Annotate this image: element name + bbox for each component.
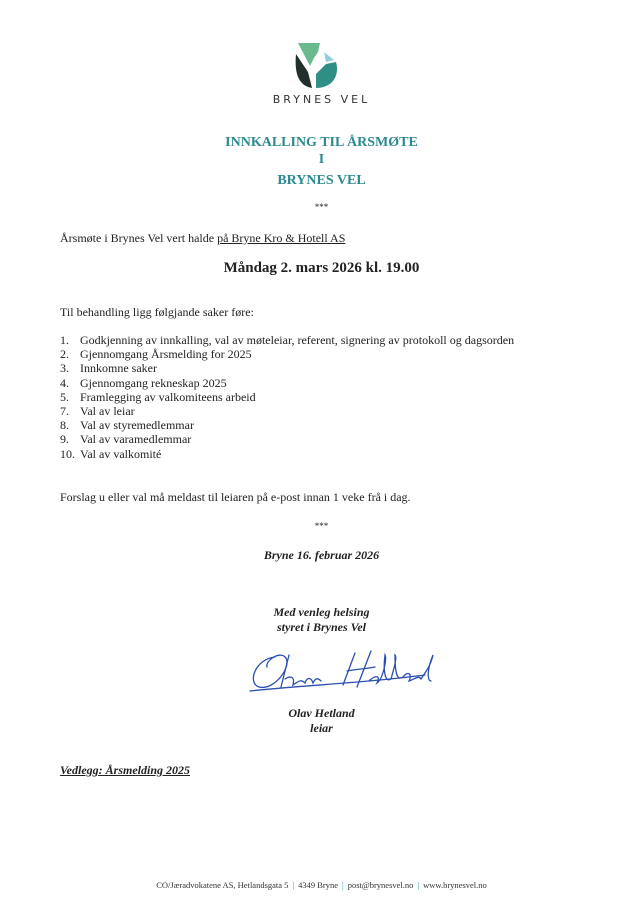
agenda-item-number: 4. <box>60 375 69 390</box>
place-date: Bryne 16. februar 2026 <box>263 548 380 562</box>
agenda-item <box>60 333 514 347</box>
agenda-item-text: Val av varamedlemmar <box>80 432 192 447</box>
signature-image <box>245 645 440 700</box>
signatory-role: leiar <box>310 721 333 735</box>
agenda-list <box>60 333 514 461</box>
logo-text: BRYNES VEL <box>272 93 371 106</box>
proposal-note: Forslag u eller val må meldast til leiaren på e-post innan 1 veke frå i dag. <box>60 490 411 504</box>
agenda-item-text: Godkjenning av innkalling, val av møteleiar, referent, signering av protokoll og dagsorden <box>80 333 515 347</box>
footer-divider: | <box>417 880 420 890</box>
agenda-intro: Til behandling ligg følgjande saker føre: <box>60 305 254 319</box>
signatory-name: Olav Hetland <box>288 706 355 720</box>
agenda-item-text: Innkomne saker <box>80 361 157 376</box>
agenda-item <box>60 361 514 375</box>
agenda-item-number: 9. <box>60 432 69 447</box>
agenda-item-text: Val av leiar <box>80 404 135 419</box>
logo <box>290 40 354 90</box>
agenda-item <box>60 418 514 432</box>
agenda-item-number: 5. <box>60 389 69 404</box>
agenda-item-number: 3. <box>60 361 69 376</box>
title-line-3: BRYNES VEL <box>277 173 366 188</box>
agenda-item-number: 7. <box>60 404 69 419</box>
footer-website[interactable]: www.brynesvel.no <box>423 880 487 890</box>
agenda-item-text: Val av styremedlemmar <box>80 418 194 433</box>
footer-divider: | <box>342 880 344 890</box>
intro-text: Årsmøte i Brynes Vel vert halde <box>60 231 218 245</box>
agenda-item <box>60 432 514 446</box>
agenda-item-number: 1. <box>60 333 69 347</box>
footer-divider: | <box>292 880 295 890</box>
logo-leaf-icon <box>290 40 354 90</box>
agenda-item <box>60 404 514 418</box>
separator-2: *** <box>314 521 329 531</box>
agenda-item-number: 8. <box>60 418 69 433</box>
title-line-1: INNKALLING TIL ÅRSMØTE <box>225 135 418 150</box>
agenda-item-number: 2. <box>60 347 69 362</box>
agenda-item-number: 10. <box>60 446 75 461</box>
attachment-link[interactable]: Vedlegg: Årsmelding 2025 <box>60 763 191 777</box>
closing-line-1: Med venleg helsing <box>273 605 370 619</box>
agenda-item-text: Framlegging av valkomiteens arbeid <box>80 389 256 404</box>
meeting-date: Måndag 2. mars 2026 kl. 19.00 <box>223 260 420 276</box>
agenda-item <box>60 390 514 404</box>
agenda-item <box>60 347 514 361</box>
agenda-item-text: Gjennomgang rekneskap 2025 <box>80 375 227 390</box>
title-line-2: I <box>318 152 325 167</box>
footer-address: CO/Jæradvokatene AS, Hetlandsgata 5 <box>156 880 289 890</box>
meeting-location: på Bryne Kro & Hotell AS <box>217 231 346 245</box>
agenda-item <box>60 376 514 390</box>
agenda-item-text: Gjennomgang Årsmelding for 2025 <box>80 347 252 362</box>
intro-paragraph <box>60 231 345 246</box>
closing-line-2: styret i Brynes Vel <box>277 620 366 634</box>
agenda-item-text: Val av valkomité <box>80 446 162 461</box>
footer-city: 4349 Bryne <box>298 880 339 890</box>
footer-email[interactable]: post@brynesvel.no <box>347 880 414 890</box>
agenda-item <box>60 447 514 461</box>
separator: *** <box>314 202 329 212</box>
footer <box>0 880 643 890</box>
